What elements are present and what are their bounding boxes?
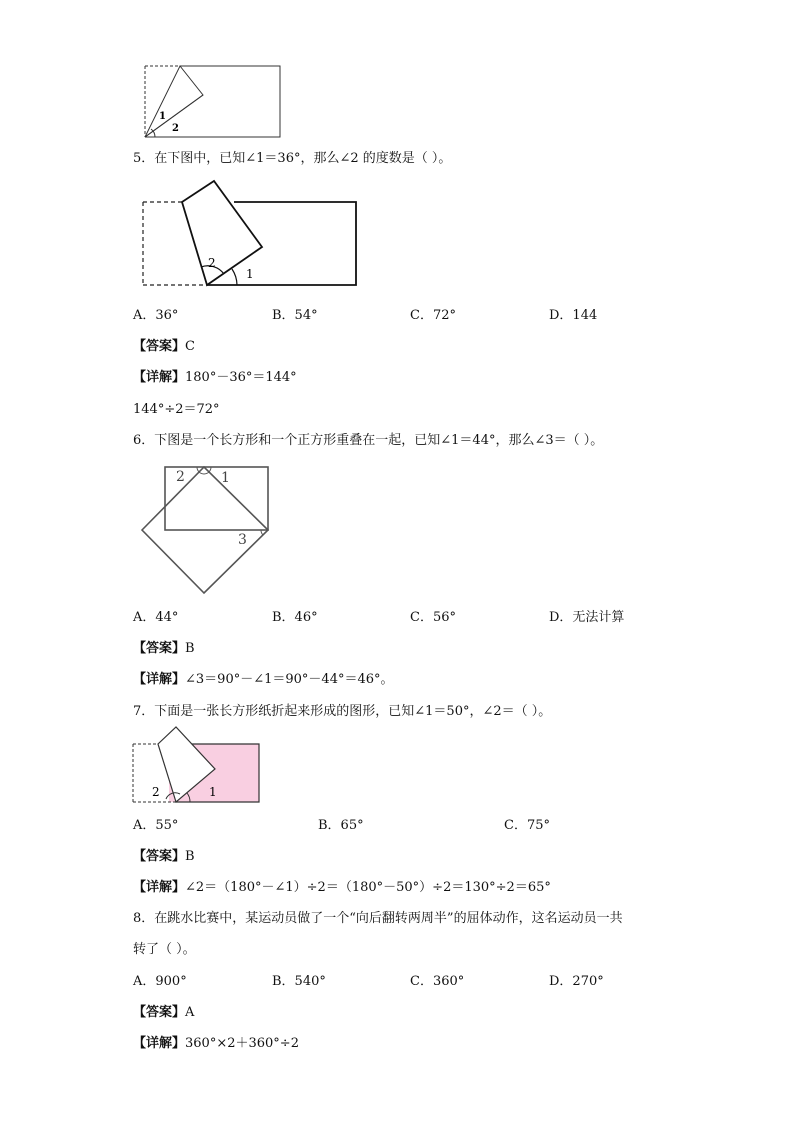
q5-question: 5．在下图中，已知∠1＝36°，那么∠2 的度数是（ ）。 <box>133 151 452 166</box>
rectangle-outline <box>207 202 356 285</box>
q6-question: 6．下图是一个长方形和一个正方形重叠在一起，已知∠1＝44°，那么∠3＝（ ）。 <box>133 433 604 448</box>
q5-detail <box>133 370 297 386</box>
angle-1-label: 1 <box>246 267 254 281</box>
fig-q7 <box>130 724 265 806</box>
answer-label: 【答案】 <box>133 641 186 656</box>
q6-option-d: D．无法计算 <box>549 610 625 625</box>
q5-option-b: B．54° <box>272 308 318 323</box>
q8-option-d: D．270° <box>549 974 604 989</box>
angle-arc <box>232 269 237 285</box>
detail-label: 【详解】 <box>133 1036 186 1051</box>
q8-answer <box>133 1005 194 1021</box>
answer-label: 【答案】 <box>133 1005 186 1020</box>
q6-option-a: A．44° <box>133 610 179 625</box>
q7-detail <box>133 880 551 896</box>
angle-1-label: 1 <box>221 470 230 486</box>
q8-option-a: A．900° <box>133 974 187 989</box>
q6-option-b: B．46° <box>272 610 318 625</box>
angle-2-label: 2 <box>176 469 185 485</box>
answer-value: C <box>185 339 195 354</box>
angle-2-label: 2 <box>172 123 179 134</box>
q5-answer <box>133 339 195 355</box>
answer-value: B <box>185 849 195 864</box>
angle-2-label: 2 <box>208 256 216 270</box>
q6-option-c: C．56° <box>410 610 456 625</box>
angle-3-label: 3 <box>238 532 247 548</box>
q7-option-a: A．55° <box>133 818 179 833</box>
answer-label: 【答案】 <box>133 339 186 354</box>
q7-answer <box>133 849 195 865</box>
q8-detail <box>133 1036 299 1052</box>
answer-value: B <box>185 641 195 656</box>
q5-option-d: D．144 <box>549 308 598 323</box>
detail-label: 【详解】 <box>133 370 186 385</box>
answer-value: A <box>185 1005 195 1020</box>
angle-2-label: 2 <box>152 785 160 799</box>
detail-line: ∠2＝（180°－∠1）÷2＝（180°－50°）÷2＝130°÷2＝65° <box>185 880 551 895</box>
q8-question-line-1: 8．在跳水比赛中，某运动员做了一个“向后翻转两周半”的屈体动作，这名运动员一共 <box>133 911 623 926</box>
angle-1-label: 1 <box>209 785 217 799</box>
q6-answer <box>133 641 195 657</box>
q8-option-c: C．360° <box>410 974 465 989</box>
q7-question: 7．下面是一张长方形纸折起来形成的图形，已知∠1＝50°，∠2＝（ ）。 <box>133 704 552 719</box>
q7-option-b: B．65° <box>318 818 364 833</box>
detail-line: ∠3＝90°－∠1＝90°－44°＝46°。 <box>185 672 394 687</box>
angle-1-label: 1 <box>159 111 166 122</box>
rectangle-outline <box>145 66 280 137</box>
detail-line: 360°×2＋360°÷2 <box>185 1036 299 1051</box>
q8-question-line-2: 转了（ ）。 <box>133 942 196 957</box>
detail-label: 【详解】 <box>133 672 186 687</box>
fig-q6 <box>138 460 273 595</box>
fig-q4 <box>140 62 285 142</box>
answer-label: 【答案】 <box>133 849 186 864</box>
q5-option-c: C．72° <box>410 308 456 323</box>
fig-q5 <box>140 178 360 290</box>
detail-label: 【详解】 <box>133 880 186 895</box>
detail-line: 180°－36°＝144° <box>185 370 297 385</box>
q8-option-b: B．540° <box>272 974 326 989</box>
q5-detail-line-2: 144°÷2＝72° <box>133 402 220 417</box>
q7-option-c: C．75° <box>504 818 550 833</box>
q6-detail <box>133 672 394 688</box>
q5-option-a: A．36° <box>133 308 179 323</box>
